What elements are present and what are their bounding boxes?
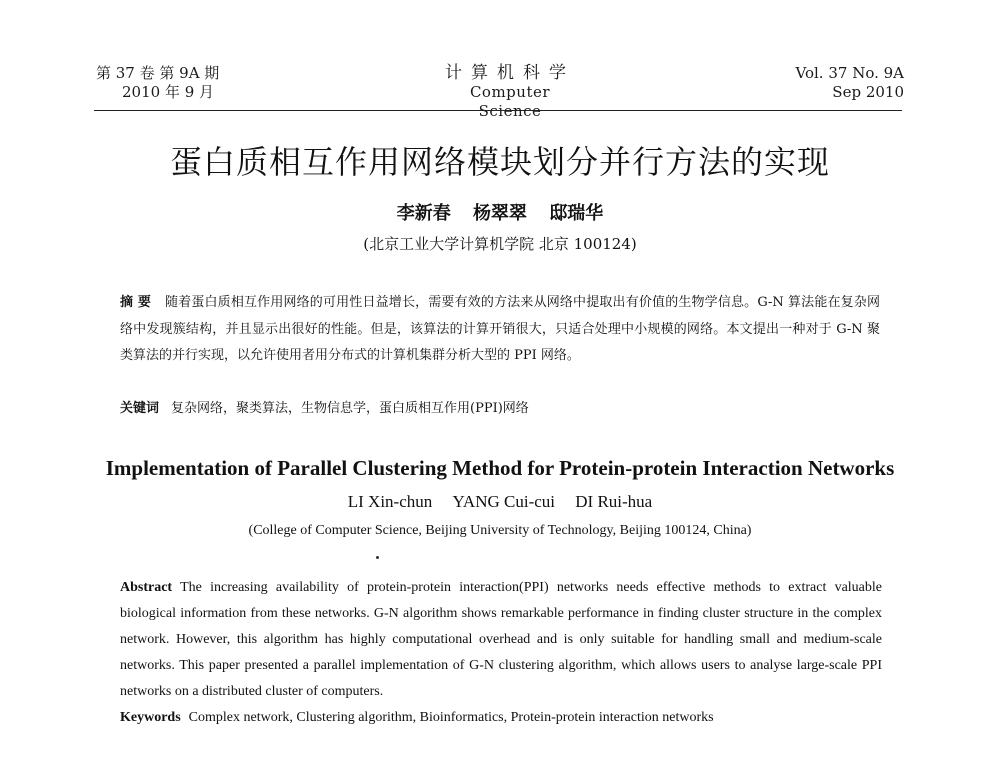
journal-name-en: Computer Science — [469, 83, 551, 120]
author-cn: 杨翠翠 — [473, 203, 527, 224]
keywords-en-text: Complex network, Clustering algorithm, Bioinformatics, Protein-protein interaction networks — [188, 710, 714, 725]
author-en: DI Rui-hua — [575, 492, 653, 511]
author-en: YANG Cui-cui — [452, 492, 555, 511]
journal-name-cn: 计算机科学 — [445, 63, 575, 83]
abstract-en — [120, 575, 882, 705]
keywords-en — [120, 710, 882, 726]
keywords-cn — [120, 397, 880, 416]
author-en: LI Xin-chun — [347, 492, 433, 511]
author-cn: 李新春 — [396, 203, 451, 224]
abstract-cn-label: 摘 要 — [120, 295, 152, 310]
keywords-en-label: Keywords — [120, 710, 181, 725]
author-cn: 邸瑞华 — [549, 203, 604, 224]
abstract-en-label: Abstract — [120, 580, 173, 595]
paper-title-cn: 蛋白质相互作用网络模块划分并行方法的实现 — [169, 143, 830, 181]
journal-name — [440, 64, 580, 121]
abstract-cn — [120, 290, 880, 370]
volume-issue-en: Vol. 37 No. 9A — [795, 64, 904, 82]
volume-issue-cn: 第 37 卷 第 9A 期 — [96, 64, 220, 82]
paper-title-en: Implementation of Parallel Clustering Method for Protein-protein Interaction Networks — [105, 456, 895, 480]
keywords-cn-text: 复杂网络，聚类算法，生物信息学，蛋白质相互作用(PPI)网络 — [171, 401, 529, 416]
authors-cn — [0, 199, 1000, 225]
scan-dot — [376, 556, 379, 559]
abstract-cn-text: 随着蛋白质相互作用网络的可用性日益增长，需要有效的方法来从网络中提取出有价值的生物学信息。G-N 算法能在复杂网络中发现簇结构，并且显示出很好的性能。但是，该算法的计算开销很大，只适合处理中小规模的网络。本文提出一种对于 G-N 聚类算法的并行实现，以允许使用者用分布式的计算机集群分析大型的 PPI 网络。 — [120, 295, 880, 363]
abstract-en-text: The increasing availability of protein-protein interaction(PPI) networks needs effective methods to extract valuable biological information from these networks. G-N algorithm shows remarkable performance in finding cluster structure in the complex network. However, this algorithm has highly computational overhead and is only suitable for handling small and medium-scale networks. This paper presented a parallel implementation of G-N clustering algorithm, which allows users to analyse large-scale PPI networks on a distributed cluster of computers. — [120, 580, 882, 699]
authors-en — [0, 492, 1000, 512]
date-en: Sep 2010 — [832, 83, 904, 101]
affiliation-cn: (北京工业大学计算机学院 北京 100124) — [363, 235, 637, 253]
affiliation-en: (College of Computer Science, Beijing University of Technology, Beijing 100124, China) — [248, 523, 752, 538]
date-cn: 2010 年 9 月 — [122, 83, 215, 101]
journal-issue-en — [796, 64, 904, 102]
keywords-cn-label: 关键词 — [120, 401, 160, 416]
header-rule — [94, 110, 902, 111]
journal-issue-cn — [96, 64, 219, 102]
